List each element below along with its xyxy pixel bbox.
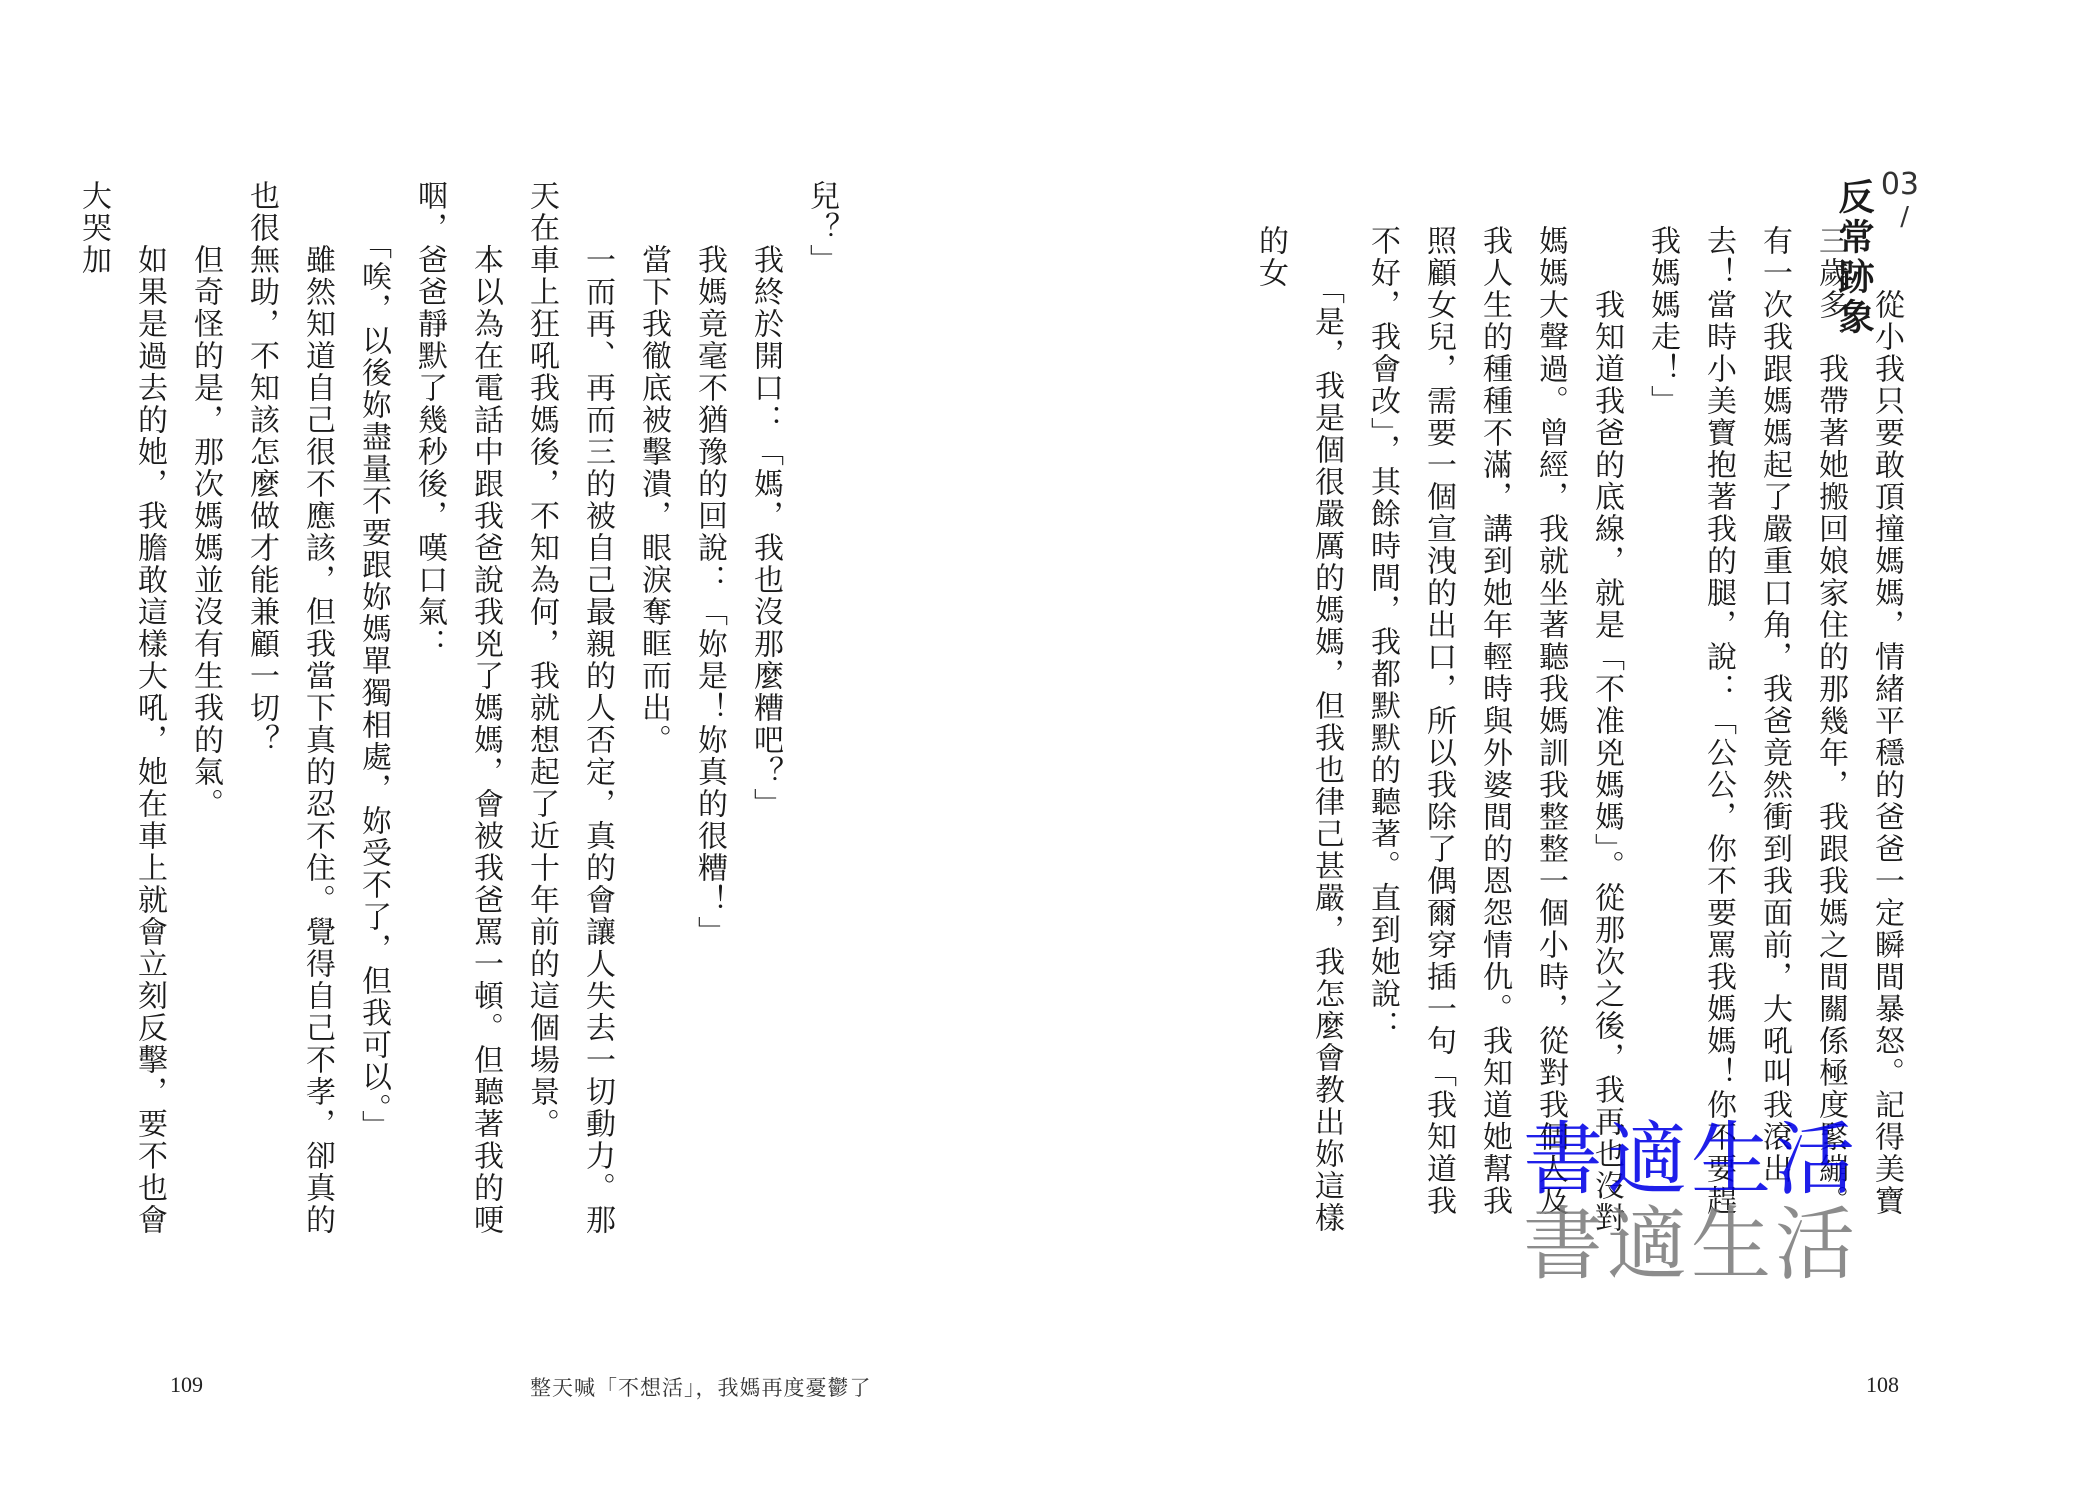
chapter-title: 反常跡象: [1833, 178, 1874, 338]
right-page: [1045, 0, 2089, 1490]
left-page-body: 兒？」 我終於開口：「媽，我也沒那麼糟吧？」 我媽竟毫不猶豫的回說：「妳是！妳真的很糟！」 當下我徹底被擊潰，眼淚奪眶而出。 一而再、再而三的被自己最親的人否定，真的會讓人失去一切動力。那天在車上狂吼我媽後，不知為何，我就想起了近十年前的這個場景。 本以為在電話中跟我爸說我兇了媽媽，會被我爸罵一頓。但聽著我的哽咽，爸爸靜默了幾秒後，嘆口氣： 「唉，以後妳盡量不要跟妳媽單獨相處，妳受不了，但我可以。」 雖然知道自己很不應該，但我當下真的忍不住。覺得自己不孝，卻真的也很無助，不知該怎麼做才能兼顧一切？ 但奇怪的是，那次媽媽並沒有生我的氣。 如果是過去的她，我膽敢這樣大吼，她在車上就會立刻反擊，要不也會大哭加: [76, 180, 839, 1236]
watermark-blue: 書適生活: [1523, 1113, 1859, 1206]
left-page-number: 109: [170, 1372, 203, 1397]
chapter-slash: /: [1900, 202, 1909, 232]
right-page-number: 108: [1866, 1372, 1899, 1397]
right-page-body: 從小我只要敢頂撞媽媽，情緒平穩的爸爸一定瞬間暴怒。記得美寶三歲多，我帶著她搬回娘家住的那幾年，我跟我媽之間關係極度緊繃。有一次我跟媽媽起了嚴重口角，我爸竟然衝到我面前，大吼叫我滾出去！當時小美寶抱著我的腿，說：「公公，你不要罵我媽媽！你不要趕我媽媽走！」 我知道我爸的底線，就是「不准兇媽媽」。從那次之後，我再也沒對媽媽大聲過。曾經，我就坐著聽我媽訓我整整一個小時，從對我個人及我人生的種種不滿，講到她年輕時與外婆間的恩怨情仇。我知道她幫我照顧女兒，需要一個宣洩的出口，所以我除了偶爾穿插一句「我知道我不好，我會改」，其餘時間，我都默默的聽著。直到她說： 「是，我是個很嚴厲的媽媽，但我也律己甚嚴，我怎麼會教出妳這樣的女: [1253, 225, 1904, 1234]
left-page: [0, 0, 1044, 1490]
running-head: 整天喊「不想活」，我媽再度憂鬱了: [530, 1376, 872, 1400]
chapter-number: 03: [1880, 167, 1919, 202]
watermark-gray: 書適生活: [1523, 1198, 1859, 1291]
